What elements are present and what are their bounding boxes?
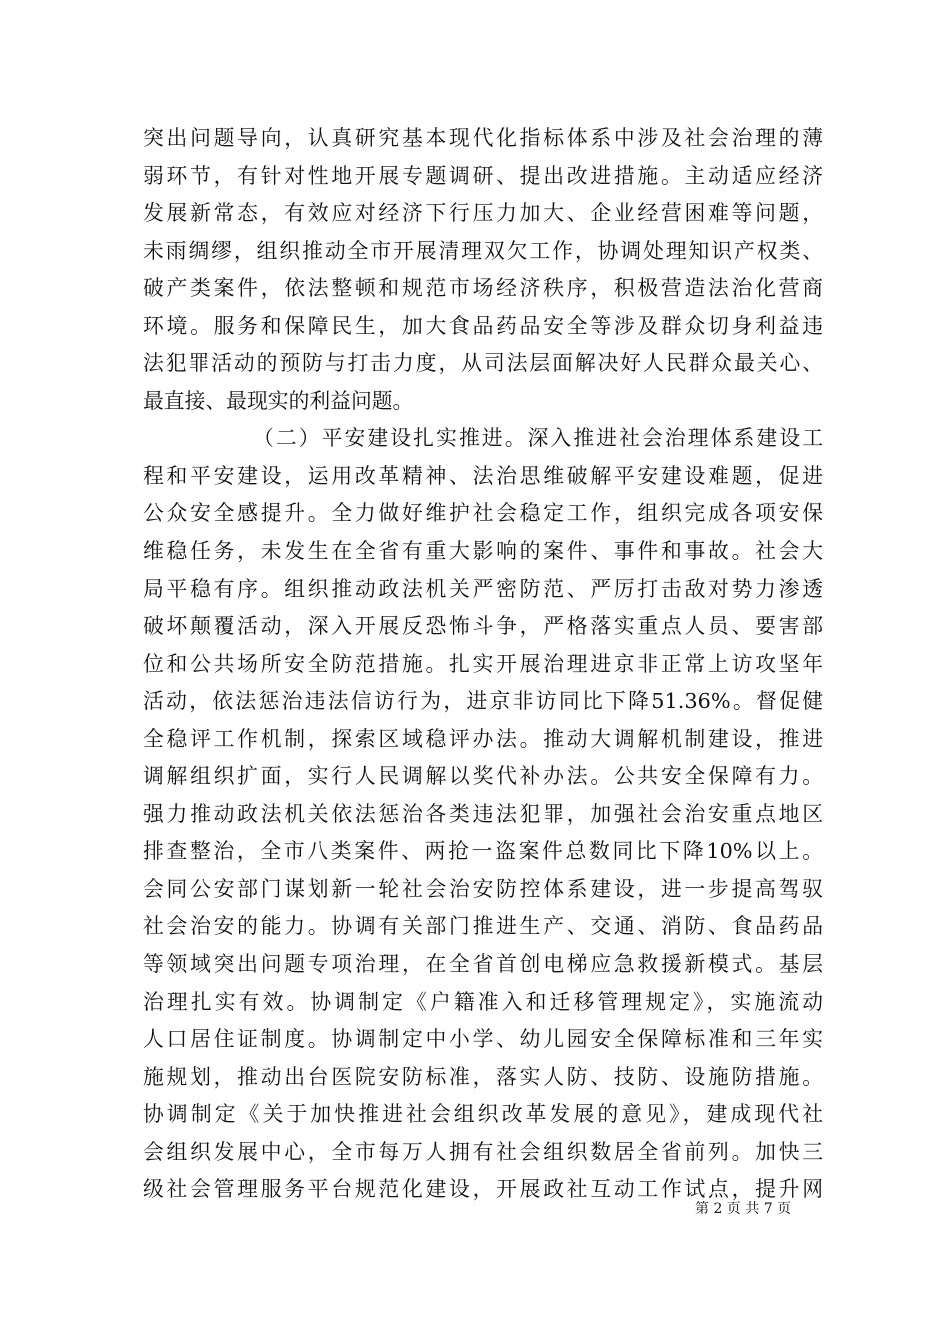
text-line: 活动，依法惩治违法信访行为，进京非访同比下降51.36%。督促健 <box>143 689 823 714</box>
text-line: 强力推动政法机关依法惩治各类违法犯罪，加强社会治安重点地区 <box>143 801 823 826</box>
text-line: 社会治安的能力。协调有关部门推进生产、交通、消防、食品药品 <box>143 914 823 939</box>
text-line: 局平稳有序。组织推动政法机关严密防范、严厉打击敌对势力渗透 <box>143 576 823 601</box>
text-line: 会组织发展中心，全市每万人拥有社会组织数居全省前列。加快三 <box>143 1139 823 1164</box>
body-text <box>143 120 823 1209</box>
text-line: 排查整治，全市八类案件、两抢一盗案件总数同比下降10%以上。 <box>143 839 823 864</box>
text-line: 治理扎实有效。协调制定《户籍准入和迁移管理规定》，实施流动 <box>143 989 823 1014</box>
text-line: 等领域突出问题专项治理，在全省首创电梯应急救援新模式。基层 <box>143 952 823 977</box>
page-number-footer: 第 2 页 共 7 页 <box>695 1201 792 1217</box>
text-line: 环境。服务和保障民生，加大食品药品安全等涉及群众切身利益违 <box>143 313 823 338</box>
text-line: 全稳评工作机制，探索区域稳评办法。推动大调解机制建设，推进 <box>143 726 823 751</box>
text-line: 位和公共场所安全防范措施。扎实开展治理进京非正常上访攻坚年 <box>143 651 823 676</box>
text-line: 破坏颠覆活动，深入开展反恐怖斗争，严格落实重点人员、要害部 <box>143 614 823 639</box>
text-line: 维稳任务，未发生在全省有重大影响的案件、事件和事故。社会大 <box>143 539 823 564</box>
text-line: 发展新常态，有效应对经济下行压力加大、企业经营困难等问题， <box>143 201 823 226</box>
text-line: 施规划，推动出台医院安防标准，落实人防、技防、设施防措施。 <box>143 1064 823 1089</box>
text-line: 调解组织扩面，实行人民调解以奖代补办法。公共安全保障有力。 <box>143 764 823 789</box>
text-line: 人口居住证制度。协调制定中小学、幼儿园安全保障标准和三年实 <box>143 1027 823 1052</box>
text-line: 未雨绸缪，组织推动全市开展清理双欠工作，协调处理知识产权类、 <box>143 238 823 263</box>
paragraph-safety-construction <box>143 420 823 1208</box>
text-line: 最直接、最现实的利益问题。 <box>143 388 414 413</box>
paragraph-continuation <box>143 120 823 420</box>
text-line: 突出问题导向，认真研究基本现代化指标体系中涉及社会治理的薄 <box>143 126 823 150</box>
text-line: 级社会管理服务平台规范化建设，开展政社互动工作试点，提升网 <box>143 1177 823 1202</box>
text-line: 会同公安部门谋划新一轮社会治安防控体系建设，进一步提高驾驭 <box>143 876 823 901</box>
text-line: 破产类案件，依法整顿和规范市场经济秩序，积极营造法治化营商 <box>143 276 823 301</box>
text-line: 程和平安建设，运用改革精神、法治思维破解平安建设难题，促进 <box>143 463 823 488</box>
text-line: 公众安全感提升。全力做好维护社会稳定工作，组织完成各项安保 <box>143 501 823 526</box>
text-line: 弱环节，有针对性地开展专题调研、提出改进措施。主动适应经济 <box>143 163 823 188</box>
section-heading-line: （二）平安建设扎实推进。深入推进社会治理体系建设工 <box>253 426 823 451</box>
text-line: 法犯罪活动的预防与打击力度，从司法层面解决好人民群众最关心、 <box>143 351 823 376</box>
text-line: 协调制定《关于加快推进社会组织改革发展的意见》，建成现代社 <box>143 1102 823 1127</box>
